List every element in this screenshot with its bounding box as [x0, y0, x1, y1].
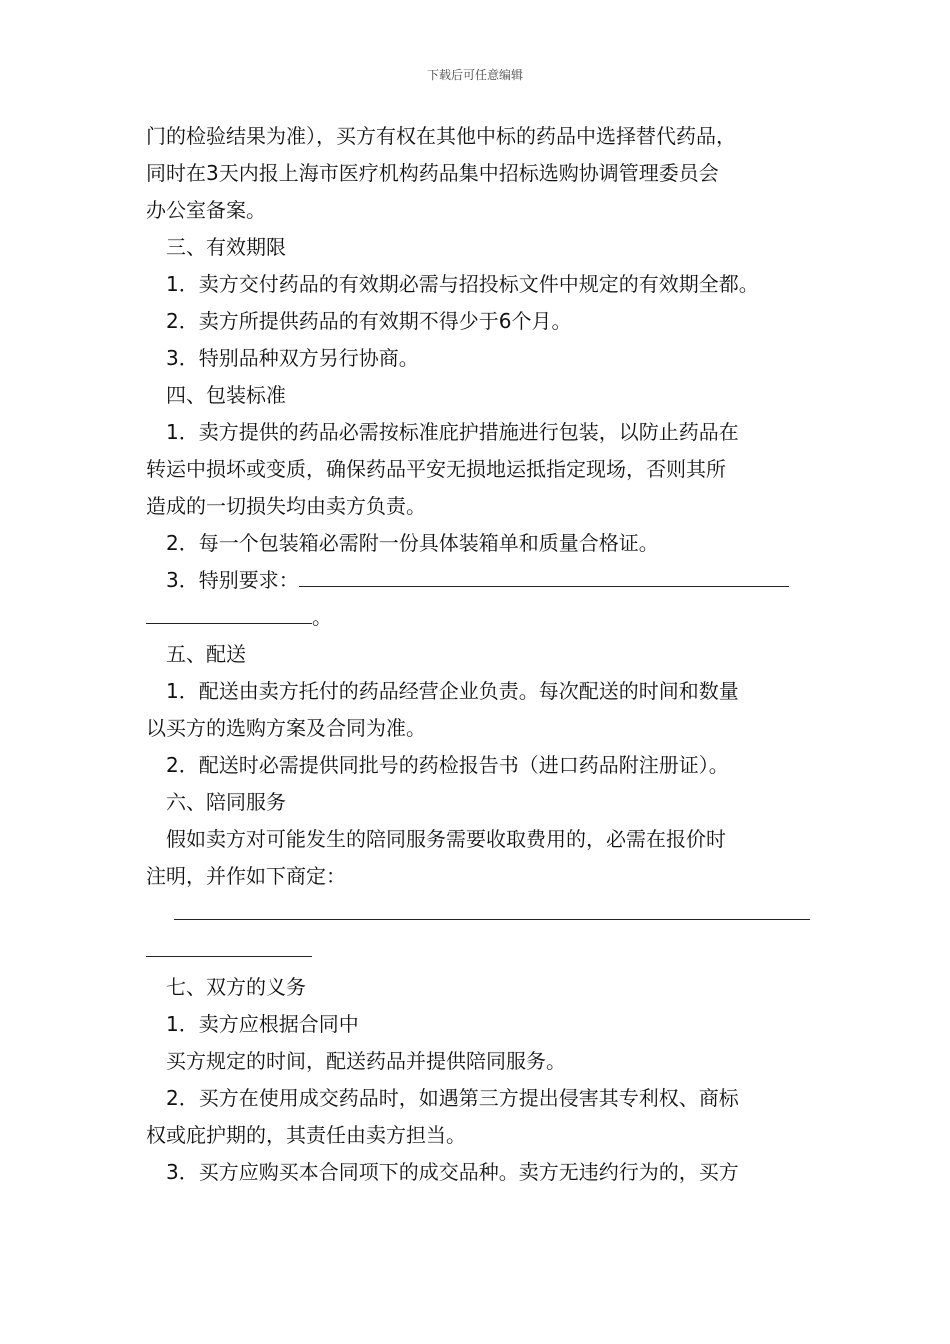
paragraph-line: 1．卖方提供的药品必需按标准庇护措施进行包装，以防止药品在 — [166, 420, 739, 444]
blank-fill-row — [146, 895, 810, 932]
paragraph-line: 2．配送时必需提供同批号的药检报告书（进口药品附注册证）。 — [166, 753, 729, 777]
paragraph-line: 门的检验结果为准），买方有权在其他中标的药品中选择替代药品， — [146, 124, 736, 148]
paragraph-line: 2．买方在使用成交药品时，如遇第三方提出侵害其专利权、商标 — [166, 1086, 739, 1110]
blank-fill-line — [146, 605, 312, 624]
special-requirement-label: 3．特别要求： — [166, 568, 299, 592]
paragraph-line: 假如卖方对可能发生的陪同服务需要收取费用的，必需在报价时 — [166, 827, 726, 851]
section-heading: 六、陪同服务 — [166, 790, 286, 814]
section-heading: 七、双方的义务 — [166, 975, 306, 999]
document-body — [146, 118, 810, 1191]
blank-fill-row — [146, 932, 810, 969]
paragraph-line: 造成的一切损失均由卖方负责。 — [146, 494, 426, 518]
paragraph-line: 权或庇护期的，其责任由卖方担当。 — [146, 1123, 466, 1147]
paragraph-line: 以买方的选购方案及合同为准。 — [146, 716, 426, 740]
section-heading: 五、配送 — [166, 642, 246, 666]
paragraph-line: 1．卖方应根据合同中 — [166, 1012, 359, 1036]
paragraph-line: 办公室备案。 — [146, 198, 266, 222]
period-mark: 。 — [312, 605, 332, 629]
paragraph-line: 3．买方应购买本合同项下的成交品种。卖方无违约行为的，买方 — [166, 1160, 739, 1184]
section-heading: 四、包装标准 — [166, 383, 286, 407]
paragraph-line: 1．卖方交付药品的有效期必需与招投标文件中规定的有效期全都。 — [166, 272, 759, 296]
paragraph-line: 3．特别品种双方另行协商。 — [166, 346, 419, 370]
special-requirement-line — [146, 562, 810, 599]
paragraph-line: 2．每一个包装箱必需附一份具体装箱单和质量合格证。 — [166, 531, 659, 555]
paragraph-line: 同时在3天内报上海市医疗机构药品集中招标选购协调管理委员会 — [146, 161, 719, 185]
paragraph-line: 1．配送由卖方托付的药品经营企业负责。每次配送的时间和数量 — [166, 679, 739, 703]
blank-fill-line — [146, 938, 312, 957]
blank-fill-line — [174, 901, 810, 920]
page-header: 下载后可任意编辑 — [426, 68, 523, 82]
paragraph-line: 2．卖方所提供药品的有效期不得少于6个月。 — [166, 309, 572, 333]
blank-fill-line — [299, 568, 789, 587]
paragraph-line: 转运中损坏或变质，确保药品平安无损地运抵指定现场，否则其所 — [146, 457, 726, 481]
paragraph-line: 注明，并作如下商定： — [146, 864, 346, 888]
blank-fill-continuation — [146, 599, 810, 636]
section-heading: 三、有效期限 — [166, 235, 286, 259]
paragraph-line: 买方规定的时间，配送药品并提供陪同服务。 — [166, 1049, 566, 1073]
